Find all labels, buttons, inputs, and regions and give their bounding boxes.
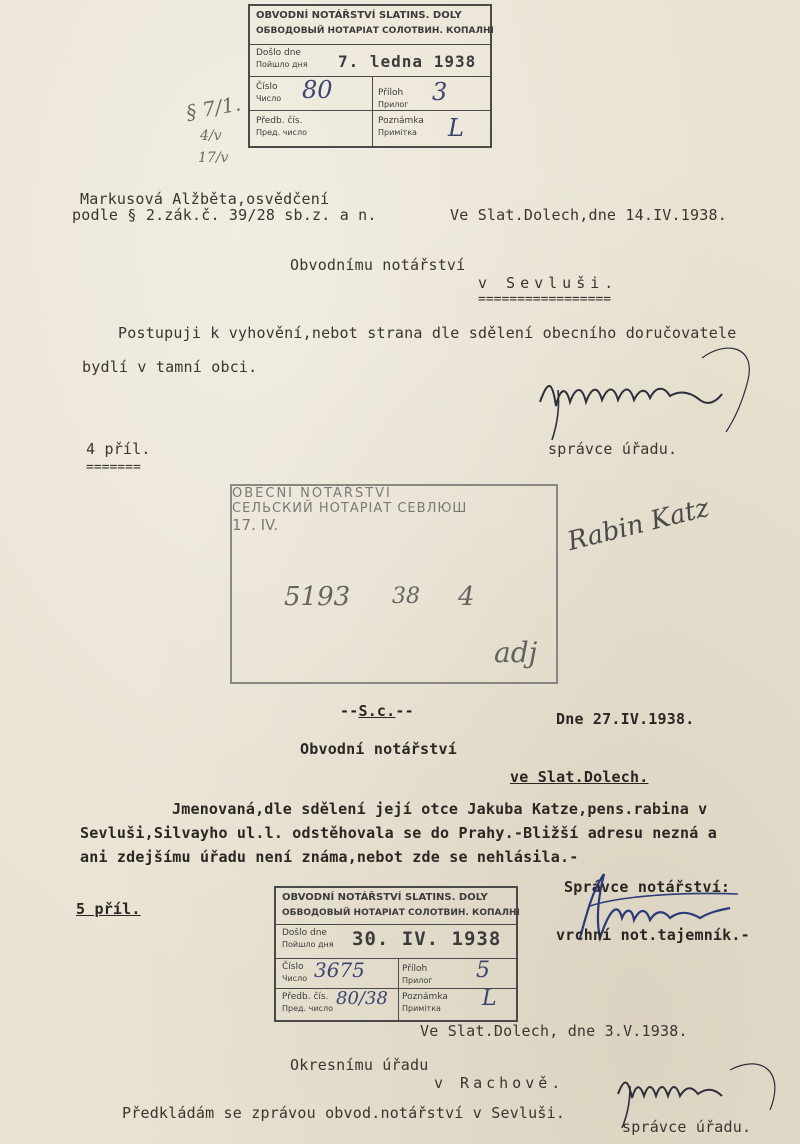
- stamp-bot-header-2: ОБВОДОВЫЙ НОТАРІАТ СОЛОТВИН. КОПАЛНІ: [282, 908, 520, 918]
- letter3-recipient-line1: Okresnímu úřadu: [290, 1056, 429, 1074]
- stamp-attachments-label-ru: Прилог: [378, 100, 409, 109]
- stamp-received-label: Došlo dne: [256, 48, 301, 58]
- stamp-mid-header-2: СЕЛЬСКИЙ НОТАРІАТ СЕВЛЮШ: [232, 501, 468, 516]
- letter1-signature-title: správce úřadu.: [548, 440, 678, 458]
- stamp-bot-header-1: OBVODNÍ NOTÁŘSTVÍ SLATINS. DOLY: [282, 892, 488, 903]
- stamp-attachments-label: Příloh: [378, 88, 404, 98]
- stamp-attachments-value: 3: [432, 78, 448, 106]
- stamp-prev-label-ru: Пред. число: [256, 128, 307, 137]
- stamp-bot-number-label-ru: Число: [282, 974, 308, 983]
- stamp-bot-prev-label: Předb. čís.: [282, 992, 329, 1002]
- stamp-mid-note: adj: [494, 636, 538, 669]
- stamp-received-date: 7. ledna 1938: [338, 52, 477, 71]
- letter1-body-line1: Postupuji k vyhovění,nebot strana dle sdělení obecního doručovatele: [118, 324, 737, 342]
- stamp-bot-prev-value: 80/38: [336, 988, 388, 1009]
- letter2-ref-text: S.c.: [358, 702, 396, 720]
- letter1-place-date: Ve Slat.Dolech,dne 14.IV.1938.: [450, 206, 727, 224]
- letter2-recipient-line2: ve Slat.Dolech.: [510, 768, 649, 786]
- stamp-note-label: Poznámka: [378, 116, 424, 126]
- stamp-mid-date: 17. IV.: [232, 516, 279, 534]
- stamp-bot-attachments-label: Příloh: [402, 964, 428, 974]
- stamp-bot-number-label: Číslo: [282, 962, 304, 972]
- letter1-subject-line1: Markusová Alžběta,osvědčení: [80, 190, 330, 208]
- letter1-recipient-line2: v Sevluši.: [478, 274, 619, 292]
- letter2-ref: --S.c.--: [340, 702, 414, 720]
- stamp-number-value: 80: [302, 76, 333, 104]
- stamp-bot-note-value: L: [482, 986, 497, 1011]
- letter3-body-line1: Předkládám se zprávou obvod.notářství v Sevluši.: [122, 1104, 566, 1122]
- stamp-bot-note-label-ru: Примітка: [402, 1004, 441, 1013]
- letter1-body-line2: bydlí v tamní obci.: [82, 358, 258, 376]
- stamp-mid-year: 38: [392, 584, 420, 609]
- stamp-mid-number: 5193: [284, 582, 351, 612]
- stamp-bot-received-label-ru: Пойшло дня: [282, 940, 334, 949]
- signature-1: [530, 340, 780, 450]
- letter2-attachments: 5 příl.: [76, 900, 141, 918]
- letter1-attachments-underline: =======: [86, 460, 141, 475]
- stamp-note-value: L: [448, 114, 464, 142]
- margin-note-2: 4/v: [200, 128, 222, 144]
- letter2-recipient-line1: Obvodní notářství: [300, 740, 457, 758]
- margin-note-1: § 7/1.: [184, 91, 243, 125]
- stamp-bot-prev-label-ru: Пред. число: [282, 1004, 333, 1013]
- letter1-recipient-underline: =================: [478, 292, 612, 307]
- letter3-recipient-line2: v Rachově.: [434, 1074, 565, 1092]
- signature-2: [560, 868, 760, 958]
- stamp-mid-attachments: 4: [458, 582, 475, 612]
- stamp-received-label-ru: Пойшло дня: [256, 60, 308, 69]
- letter2-date: Dne 27.IV.1938.: [556, 710, 695, 728]
- letter2-body-line1: Jmenovaná,dle sdělení její otce Jakuba Katze,pens.rabina v: [172, 800, 708, 818]
- stamp-bot-note-label: Poznámka: [402, 992, 448, 1002]
- stamp-header-1: OBVODNÍ NOTÁŘSTVÍ SLATINS. DOLY: [256, 10, 462, 21]
- stamp-number-label: Číslo: [256, 82, 278, 92]
- stamp-bot-number-value: 3675: [314, 958, 365, 982]
- margin-note-3: 17/v: [198, 150, 229, 166]
- letter2-body-line3: ani zdejšímu úřadu není známa,nebot zde se nehlásila.-: [80, 848, 579, 866]
- received-stamp-middle: [230, 484, 558, 684]
- letter1-attachments: 4 příl.: [86, 440, 151, 458]
- stamp-bot-received-label: Došlo dne: [282, 928, 327, 938]
- letter1-subject-line2: podle § 2.zák.č. 39/28 sb.z. a n.: [72, 206, 377, 224]
- letter2-signature-title2: vrchní not.tajemník.-: [556, 926, 750, 944]
- received-stamp-top: [248, 4, 492, 148]
- margin-note-rabin-katz: Rabin Katz: [564, 492, 713, 558]
- letter3-signature-title: správce úřadu.: [622, 1118, 752, 1136]
- stamp-prev-label: Předb. čís.: [256, 116, 303, 126]
- stamp-bot-received-date: 30. IV. 1938: [352, 928, 502, 950]
- letter2-body-line2: Sevluši,Silvayho ul.l. odstěhovala se do Prahy.-Bližší adresu nezná a: [80, 824, 717, 842]
- stamp-mid-header-1: OBECNÍ NOTÁŘSTVÍ: [232, 486, 392, 501]
- letter3-place-date: Ve Slat.Dolech, dne 3.V.1938.: [420, 1022, 688, 1040]
- stamp-header-2: ОБВОДОВЫЙ НОТАРІАТ СОЛОТВИН. КОПАЛНІ: [256, 26, 494, 36]
- stamp-note-label-ru: Примітка: [378, 128, 417, 137]
- stamp-bot-attachments-value: 5: [476, 958, 490, 983]
- letter2-signature-title1: Správce notářství:: [564, 878, 731, 896]
- letter1-recipient-line1: Obvodnímu notářství: [290, 256, 466, 274]
- stamp-number-label-ru: Число: [256, 94, 282, 103]
- stamp-bot-attachments-label-ru: Прилог: [402, 976, 433, 985]
- received-stamp-bottom: [274, 886, 518, 1022]
